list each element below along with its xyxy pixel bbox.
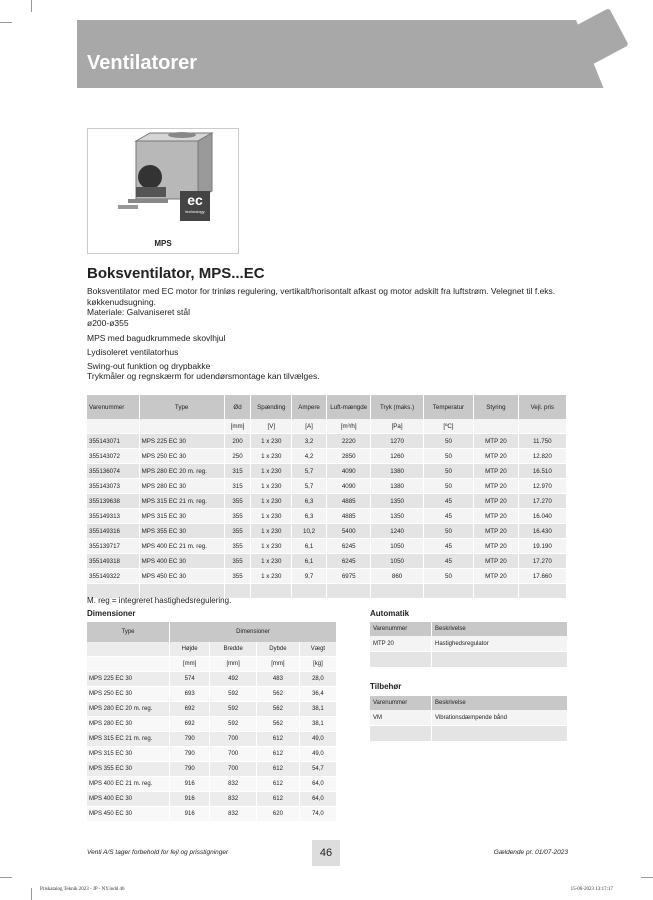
table-cell: 916: [170, 777, 210, 792]
table-cell: 5,7: [292, 479, 327, 494]
table-cell: Hastighedsregulator: [432, 636, 568, 652]
table-cell: 562: [257, 717, 300, 732]
table-cell: 355: [224, 509, 251, 524]
table-cell: 19.190: [518, 539, 566, 554]
table-row: [87, 524, 567, 539]
table-cell: Vibrationsdæmpende bånd: [432, 710, 568, 726]
table-cell: 1 x 230: [251, 479, 292, 494]
table-cell: 355136074: [87, 464, 139, 479]
table-cell: Dybde: [257, 642, 300, 657]
table-cell: 64,0: [299, 792, 336, 807]
table-cell: 315: [224, 464, 251, 479]
table-cell: 355: [224, 554, 251, 569]
table-cell: [251, 584, 292, 599]
table-cell: MPS 280 EC 20 m. reg.: [139, 464, 224, 479]
table-cell: 355: [224, 494, 251, 509]
table-row: [87, 509, 567, 524]
table-cell: MPS 450 EC 30: [139, 569, 224, 584]
table-cell: [139, 419, 224, 434]
table-cell: MPS 225 EC 30: [139, 434, 224, 449]
table-cell: MTP 20: [474, 554, 518, 569]
table-cell: 592: [210, 687, 257, 702]
table-cell: 355: [224, 539, 251, 554]
table-cell: 483: [257, 672, 300, 687]
table-cell: 6,1: [292, 554, 327, 569]
table-cell: MPS 280 EC 30: [87, 717, 170, 732]
table-row: [87, 569, 567, 584]
table-row: [87, 449, 567, 464]
crop-mark: [641, 877, 653, 878]
table-row: [87, 494, 567, 509]
table-cell: Højde: [170, 642, 210, 657]
section-title: Boksventilator, MPS...EC: [87, 265, 265, 282]
table-cell: 1 x 230: [251, 449, 292, 464]
col-header: Type: [87, 622, 170, 642]
col-header: Type: [139, 395, 224, 419]
table-cell: VM: [370, 710, 432, 726]
table-cell: 1 x 230: [251, 434, 292, 449]
table-cell: 1380: [371, 479, 423, 494]
table-cell: [mm]: [210, 657, 257, 672]
crop-mark: [0, 22, 12, 23]
table-row: [87, 762, 337, 777]
table-cell: 355149316: [87, 524, 139, 539]
product-image-label: MPS: [154, 239, 172, 248]
table-cell: MPS 280 EC 20 m. reg.: [87, 702, 170, 717]
table-cell: 17.270: [518, 554, 566, 569]
automatik-title: Automatik: [370, 609, 410, 618]
table-cell: 6245: [326, 539, 371, 554]
col-header: Beskrivelse: [432, 696, 568, 710]
col-header: Tryk (maks.): [371, 395, 423, 419]
table-cell: MPS 355 EC 30: [139, 524, 224, 539]
page-number: 46: [312, 840, 340, 866]
table-cell: 5400: [326, 524, 371, 539]
table-cell: 64,0: [299, 777, 336, 792]
ec-badge-text: ec: [187, 192, 203, 208]
table-cell: 50: [423, 569, 474, 584]
table-cell: 16.040: [518, 509, 566, 524]
table-cell: 45: [423, 494, 474, 509]
col-header: Varenummer: [370, 622, 432, 636]
table-cell: MPS 315 EC 21 m. reg.: [87, 732, 170, 747]
table-cell: 10,2: [292, 524, 327, 539]
table-cell: MPS 315 EC 30: [87, 747, 170, 762]
table-cell: 612: [257, 777, 300, 792]
table-cell: 17.660: [518, 569, 566, 584]
table-row: [87, 792, 337, 807]
table-cell: MTP 20: [474, 434, 518, 449]
table-cell: 4885: [326, 509, 371, 524]
table-cell: 790: [170, 732, 210, 747]
table-cell: [mm]: [257, 657, 300, 672]
table-cell: 200: [224, 434, 251, 449]
product-table: [87, 395, 567, 599]
units-row: [87, 657, 337, 672]
table-cell: 693: [170, 687, 210, 702]
table-cell: 832: [210, 792, 257, 807]
table-cell: 916: [170, 792, 210, 807]
table-row: [87, 672, 337, 687]
table-cell: 562: [257, 687, 300, 702]
table-row-empty: [370, 652, 568, 668]
table-cell: Bredde: [210, 642, 257, 657]
table-cell: 4885: [326, 494, 371, 509]
table-cell: 1 x 230: [251, 464, 292, 479]
table-cell: [518, 584, 566, 599]
table-cell: 250: [224, 449, 251, 464]
table-row: [87, 777, 337, 792]
description-feature: Trykmåler og regnskærm for udendørsmontage kan tilvælges.: [87, 371, 320, 381]
table-header-row: [87, 395, 567, 419]
table-row: [87, 747, 337, 762]
table-cell: 355139717: [87, 539, 139, 554]
table-cell: 45: [423, 539, 474, 554]
table-cell: 12.970: [518, 479, 566, 494]
table-cell: [Pa]: [371, 419, 423, 434]
table-cell: 5,7: [292, 464, 327, 479]
table-cell: 355: [224, 524, 251, 539]
units-row: [87, 419, 567, 434]
table-cell: [423, 584, 474, 599]
table-cell: [87, 657, 170, 672]
footer-validity: Gældende pr. 01/07-2023: [493, 849, 568, 856]
table-cell: 6245: [326, 554, 371, 569]
table-cell: [mm]: [170, 657, 210, 672]
table-cell: 45: [423, 509, 474, 524]
table-row: [370, 636, 568, 652]
table-row: [87, 807, 337, 822]
table-cell: 2850: [326, 449, 371, 464]
col-header: Vejl. pris: [518, 395, 566, 419]
table-cell: 1 x 230: [251, 554, 292, 569]
table-cell: MTP 20: [474, 539, 518, 554]
table-cell: 355: [224, 569, 251, 584]
table-cell: 612: [257, 762, 300, 777]
description-text: Boksventilator med EC motor for trinløs regulering, vertikalt/horisontalt afkast og motor adskilt fra luftstrøm. Velegnet til f.eks. køkkenudsugning.: [87, 286, 556, 307]
table-cell: 612: [257, 732, 300, 747]
table-cell: MPS 280 EC 30: [139, 479, 224, 494]
table-cell: 355149322: [87, 569, 139, 584]
table-cell: 790: [170, 747, 210, 762]
table-cell: 1 x 230: [251, 569, 292, 584]
table-row: [370, 710, 568, 726]
table-cell: 1260: [371, 449, 423, 464]
table-cell: 355149318: [87, 554, 139, 569]
table-cell: 620: [257, 807, 300, 822]
table-cell: MPS 315 EC 30: [139, 509, 224, 524]
table-cell: MTP 20: [474, 449, 518, 464]
table-cell: 6975: [326, 569, 371, 584]
crop-mark: [0, 877, 12, 878]
description-material: Materiale: Galvaniseret stål: [87, 307, 190, 317]
note-text: M. reg = integreret hastighedsregulering.: [87, 596, 232, 605]
table-row: [87, 687, 337, 702]
table-cell: 4090: [326, 464, 371, 479]
table-cell: 16.510: [518, 464, 566, 479]
table-cell: MPS 400 EC 30: [87, 792, 170, 807]
table-cell: 50: [423, 449, 474, 464]
table-cell: 790: [170, 762, 210, 777]
table-cell: [m³/h]: [326, 419, 371, 434]
table-cell: 45: [423, 554, 474, 569]
crop-mark: [31, 0, 32, 12]
table-cell: [A]: [292, 419, 327, 434]
table-cell: 355149313: [87, 509, 139, 524]
table-cell: 49,0: [299, 747, 336, 762]
table-cell: [kg]: [299, 657, 336, 672]
table-row-empty: [370, 726, 568, 742]
col-header: Ød: [224, 395, 251, 419]
table-cell: 832: [210, 807, 257, 822]
table-cell: 592: [210, 702, 257, 717]
table-cell: MTP 20: [474, 524, 518, 539]
col-header: Styring: [474, 395, 518, 419]
table-cell: 1270: [371, 434, 423, 449]
table-cell: 38,1: [299, 717, 336, 732]
print-slug-left: Priskatalog Teknik 2023 - JP - NY.indd 46: [40, 887, 125, 892]
table-cell: [326, 584, 371, 599]
table-header-row: [87, 622, 337, 642]
table-cell: 1240: [371, 524, 423, 539]
col-header: Luft-mængde: [326, 395, 371, 419]
table-cell: 860: [371, 569, 423, 584]
table-cell: 4,2: [292, 449, 327, 464]
table-cell: 1350: [371, 509, 423, 524]
description-feature: MPS med bagudkrummede skovlhjul: [87, 333, 226, 343]
table-cell: 355139638: [87, 494, 139, 509]
product-image-box: [87, 128, 239, 254]
table-cell: 700: [210, 762, 257, 777]
table-cell: 315: [224, 479, 251, 494]
table-cell: 6,3: [292, 509, 327, 524]
table-cell: 50: [423, 524, 474, 539]
table-cell: 832: [210, 777, 257, 792]
table-cell: MPS 250 EC 30: [87, 687, 170, 702]
table-cell: [87, 419, 139, 434]
table-cell: MPS 450 EC 30: [87, 807, 170, 822]
table-cell: [474, 419, 518, 434]
table-cell: MPS 355 EC 30: [87, 762, 170, 777]
ec-badge: [180, 191, 210, 221]
table-cell: [518, 419, 566, 434]
table-cell: 28,0: [299, 672, 336, 687]
table-row: [87, 434, 567, 449]
description-feature: Lydisoleret ventilatorhus: [87, 347, 179, 357]
col-header: Temperatur: [423, 395, 474, 419]
table-cell: MTP 20: [370, 636, 432, 652]
automatik-table: [370, 622, 568, 668]
table-cell: 355143073: [87, 479, 139, 494]
table-cell: 3,2: [292, 434, 327, 449]
table-cell: 492: [210, 672, 257, 687]
table-cell: [V]: [251, 419, 292, 434]
table-cell: 50: [423, 464, 474, 479]
table-header-row: [370, 696, 568, 710]
table-cell: 6,1: [292, 539, 327, 554]
table-row: [87, 717, 337, 732]
table-cell: 1350: [371, 494, 423, 509]
table-cell: 54,7: [299, 762, 336, 777]
header-banner: [77, 20, 653, 88]
table-cell: 700: [210, 747, 257, 762]
table-cell: 49,0: [299, 732, 336, 747]
table-cell: 17.270: [518, 494, 566, 509]
table-cell: MPS 315 EC 21 m. reg.: [139, 494, 224, 509]
table-cell: [ºC]: [423, 419, 474, 434]
table-cell: 612: [257, 792, 300, 807]
table-cell: 1 x 230: [251, 494, 292, 509]
table-cell: MTP 20: [474, 464, 518, 479]
box-fan-image: [88, 129, 238, 237]
table-cell: 692: [170, 717, 210, 732]
table-cell: 1 x 230: [251, 539, 292, 554]
table-row: [87, 539, 567, 554]
table-cell: 1380: [371, 464, 423, 479]
table-cell: MPS 400 EC 30: [139, 554, 224, 569]
table-cell: MPS 225 EC 30: [87, 672, 170, 687]
table-cell: [474, 584, 518, 599]
table-cell: 6,3: [292, 494, 327, 509]
col-header: Beskrivelse: [432, 622, 568, 636]
table-cell: 1050: [371, 539, 423, 554]
description-feature: Swing-out funktion og drypbakke: [87, 361, 211, 371]
page-title: Ventilatorer: [87, 52, 198, 74]
dimensions-title: Dimensioner: [87, 609, 136, 618]
table-cell: 12.820: [518, 449, 566, 464]
table-cell: 9,7: [292, 569, 327, 584]
table-cell: MPS 400 EC 21 m. reg.: [139, 539, 224, 554]
table-cell: [mm]: [224, 419, 251, 434]
sub-header-row: [87, 642, 337, 657]
table-cell: 4090: [326, 479, 371, 494]
table-cell: 612: [257, 747, 300, 762]
footer-disclaimer: Venti A/S tager forbehold for fejl og prisstigninger: [87, 849, 229, 856]
table-cell: 38,1: [299, 702, 336, 717]
table-cell: 700: [210, 732, 257, 747]
table-cell: 355143072: [87, 449, 139, 464]
table-cell: 916: [170, 807, 210, 822]
col-header: Dimensioner: [170, 622, 337, 642]
table-row: [87, 464, 567, 479]
table-row: [87, 702, 337, 717]
table-cell: 1 x 230: [251, 509, 292, 524]
tilbehor-table: [370, 696, 568, 742]
table-cell: [371, 584, 423, 599]
table-cell: 562: [257, 702, 300, 717]
table-cell: 574: [170, 672, 210, 687]
ec-badge-sub: technology: [185, 209, 205, 214]
table-cell: 692: [170, 702, 210, 717]
table-cell: MTP 20: [474, 509, 518, 524]
table-row: [87, 732, 337, 747]
table-cell: 50: [423, 434, 474, 449]
table-cell: MPS 250 EC 30: [139, 449, 224, 464]
table-cell: [87, 642, 170, 657]
table-cell: Vægt: [299, 642, 336, 657]
table-cell: 1 x 230: [251, 524, 292, 539]
col-header: Varenummer: [87, 395, 139, 419]
print-slug-right: 15-06-2023 13:17:17: [570, 887, 613, 892]
table-cell: 355143071: [87, 434, 139, 449]
dimensions-table: [87, 622, 337, 822]
tilbehor-title: Tilbehør: [370, 682, 402, 691]
table-cell: MTP 20: [474, 479, 518, 494]
table-cell: 2220: [326, 434, 371, 449]
crop-mark: [31, 888, 32, 900]
table-cell: MTP 20: [474, 569, 518, 584]
col-header: Spænding: [251, 395, 292, 419]
table-cell: 36,4: [299, 687, 336, 702]
description-size: ø200-ø355: [87, 318, 129, 328]
table-row: [87, 479, 567, 494]
table-cell: 74,0: [299, 807, 336, 822]
table-cell: MPS 400 EC 21 m. reg.: [87, 777, 170, 792]
table-cell: 50: [423, 479, 474, 494]
table-cell: 11.750: [518, 434, 566, 449]
table-row: [87, 554, 567, 569]
table-cell: [292, 584, 327, 599]
table-cell: MTP 20: [474, 494, 518, 509]
table-header-row: [370, 622, 568, 636]
col-header: Varenummer: [370, 696, 432, 710]
col-header: Ampere: [292, 395, 327, 419]
table-cell: 16.430: [518, 524, 566, 539]
table-cell: 1050: [371, 554, 423, 569]
table-cell: 592: [210, 717, 257, 732]
